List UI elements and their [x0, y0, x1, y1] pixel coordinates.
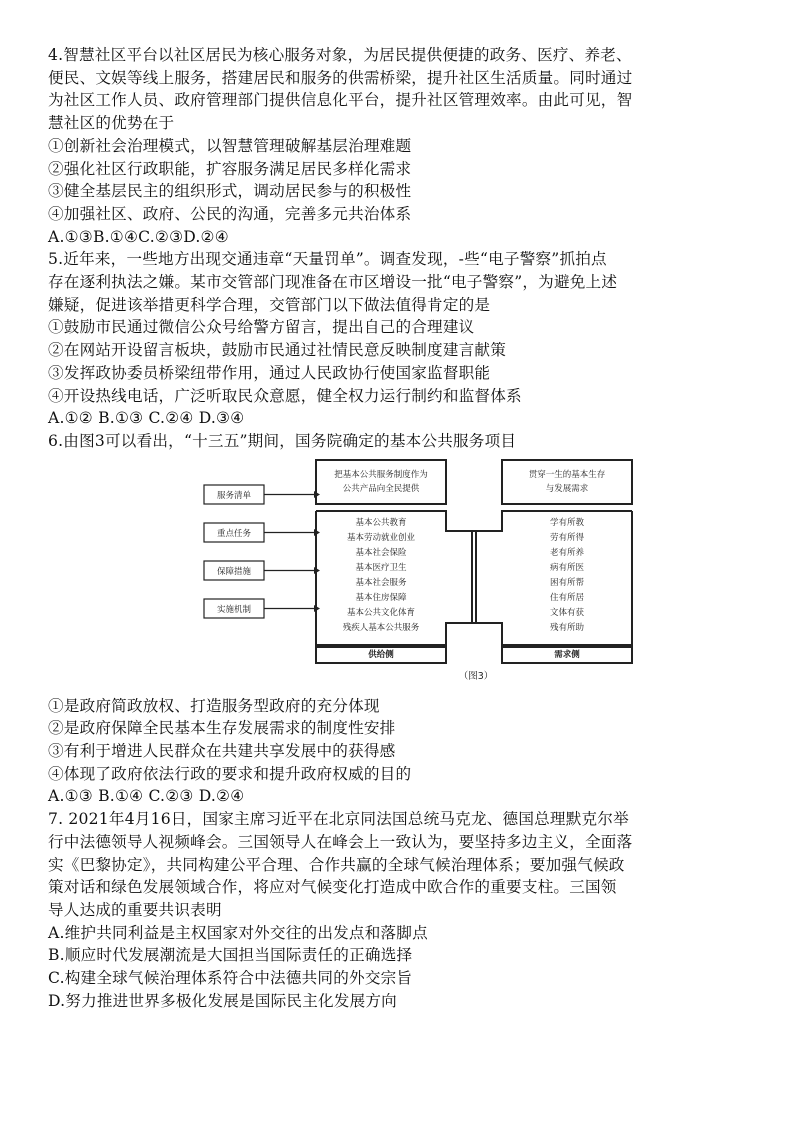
q4-stem-line: 慧社区的优势在于: [48, 114, 175, 133]
figure-3-diagram: [201, 457, 756, 687]
demand-item: 住有所居: [549, 592, 584, 603]
question-6: [48, 430, 753, 808]
q5-options: A.①② B.①③ C.②④ D.③④: [48, 409, 245, 428]
q7-choice-d: D.努力推进世界多极化发展是国际民主化发展方向: [48, 991, 397, 1010]
q6-options: A.①③ B.①④ C.②③ D.②④: [48, 787, 245, 806]
q7-choice-b: B.顺应时代发展潮流是大国担当国际责任的正确选择: [48, 946, 413, 965]
q4-item: ④加强社区、政府、公民的沟通，完善多元共治体系: [48, 204, 412, 223]
supply-item: 基本住房保障: [355, 592, 407, 603]
q5-stem-line: 5.近年来，一些地方出现交通违章“天量罚单”。调查发现，-些“电子警察”抓拍点: [48, 250, 607, 269]
supply-item: 残疾人基本公共服务: [342, 622, 420, 633]
demand-item: 老有所养: [549, 547, 584, 558]
demand-header-line: 贯穿一生的基本生存: [528, 469, 606, 480]
supply-item: 基本公共文化体育: [346, 607, 415, 618]
demand-footer: 需求侧: [554, 649, 580, 660]
q7-choice-a: A.维护共同利益是主权国家对外交往的出发点和落脚点: [48, 923, 428, 942]
label-service-list: 服务清单: [216, 490, 251, 501]
q4-stem-line: 4.智慧社区平台以社区居民为核心服务对象，为居民提供便捷的政务、医疗、养老、: [48, 46, 632, 64]
figure-caption: （图3）: [458, 670, 494, 682]
label-safeguards: 保障措施: [216, 566, 251, 577]
q4-stem-line: 便民、文娱等线上服务，搭建居民和服务的供需桥梁，提升社区生活质量。同时通过: [48, 68, 633, 87]
q7-choice-c: C.构建全球气候治理体系符合中法德共同的外交宗旨: [48, 969, 413, 988]
supply-item: 基本社会保险: [355, 547, 407, 558]
diagram-lines: [201, 457, 756, 687]
supply-header-line: 把基本公共服务制度作为: [334, 469, 428, 480]
supply-item: 基本社会服务: [355, 577, 407, 588]
q4-stem-line: 为社区工作人员、政府管理部门提供信息化平台，提升社区管理效率。由此可见，智: [48, 91, 633, 110]
q6-item: ②是政府保障全民基本生存发展需求的制度性安排: [48, 719, 396, 738]
q7-stem-line: 7. 2021年4月16日，国家主席习近平在北京同法国总统马克龙、德国总理默克尔举: [48, 810, 629, 829]
demand-item: 困有所帮: [549, 577, 584, 588]
q6-item: ③有利于增进人民群众在共建共享发展中的获得感: [48, 742, 396, 761]
q7-stem-line: 导人达成的重要共识表明: [48, 900, 222, 919]
demand-item: 劳有所得: [549, 532, 584, 543]
demand-item: 病有所医: [549, 562, 584, 573]
q5-stem-line: 存在逐利执法之嫌。某市交管部门现准备在市区增设一批“电子警察”，为避免上述: [48, 273, 618, 292]
q5-item: ②在网站开设留言板块，鼓励市民通过社情民意反映制度建言献策: [48, 341, 507, 360]
supply-item: 基本公共教育: [355, 517, 407, 528]
question-7: [48, 808, 753, 1012]
q7-stem-line: 行中法德领导人视频峰会。三国领导人在峰会上一致认为，要坚持多边主义，全面落: [48, 832, 633, 851]
label-key-tasks: 重点任务: [216, 528, 251, 539]
q6-item: ④体现了政府依法行政的要求和提升政府权威的目的: [48, 764, 412, 783]
q7-stem-line: 实《巴黎协定》，共同构建公平合理、合作共赢的全球气候治理体系；要加强气候政: [48, 855, 625, 874]
q7-stem-line: 策对话和绿色发展领域合作，将应对气候变化打造成中欧合作的重要支柱。三国领: [48, 878, 617, 897]
q4-item: ②强化社区行政职能，扩容服务满足居民多样化需求: [48, 159, 412, 178]
question-5: [48, 248, 753, 430]
supply-item: 基本劳动就业创业: [346, 532, 415, 543]
q5-stem-line: 嫌疑，促进该举措更科学合理，交管部门以下做法值得肯定的是: [48, 295, 491, 314]
q6-stem: 6.由图3可以看出，“十三五”期间，国务院确定的基本公共服务项目: [48, 431, 517, 450]
demand-item: 残有所助: [549, 622, 584, 633]
label-mechanism: 实施机制: [216, 604, 251, 615]
demand-header-line: 与发展需求: [545, 483, 589, 494]
q5-item: ④开设热线电话，广泛听取民众意愿，健全权力运行制约和监督体系: [48, 386, 522, 405]
q4-item: ①创新社会治理模式，以智慧管理破解基层治理难题: [48, 136, 412, 155]
q5-item: ③发挥政协委员桥梁纽带作用，通过人民政协行使国家监督职能: [48, 363, 491, 382]
q4-options: A.①③B.①④C.②③D.②④: [48, 227, 229, 246]
supply-header-line: 公共产品向全民提供: [342, 483, 420, 494]
q5-item: ①鼓励市民通过微信公众号给警方留言，提出自己的合理建议: [48, 318, 475, 337]
q6-item: ①是政府简政放权、打造服务型政府的充分体现: [48, 696, 380, 715]
exam-page: [48, 44, 753, 1013]
demand-item: 文体有获: [549, 607, 584, 618]
supply-item: 基本医疗卫生: [355, 562, 407, 573]
supply-footer: 供给侧: [368, 649, 394, 660]
demand-item: 学有所教: [549, 517, 584, 528]
question-4: [48, 44, 753, 248]
q4-item: ③健全基层民主的组织形式，调动居民参与的积极性: [48, 182, 412, 201]
